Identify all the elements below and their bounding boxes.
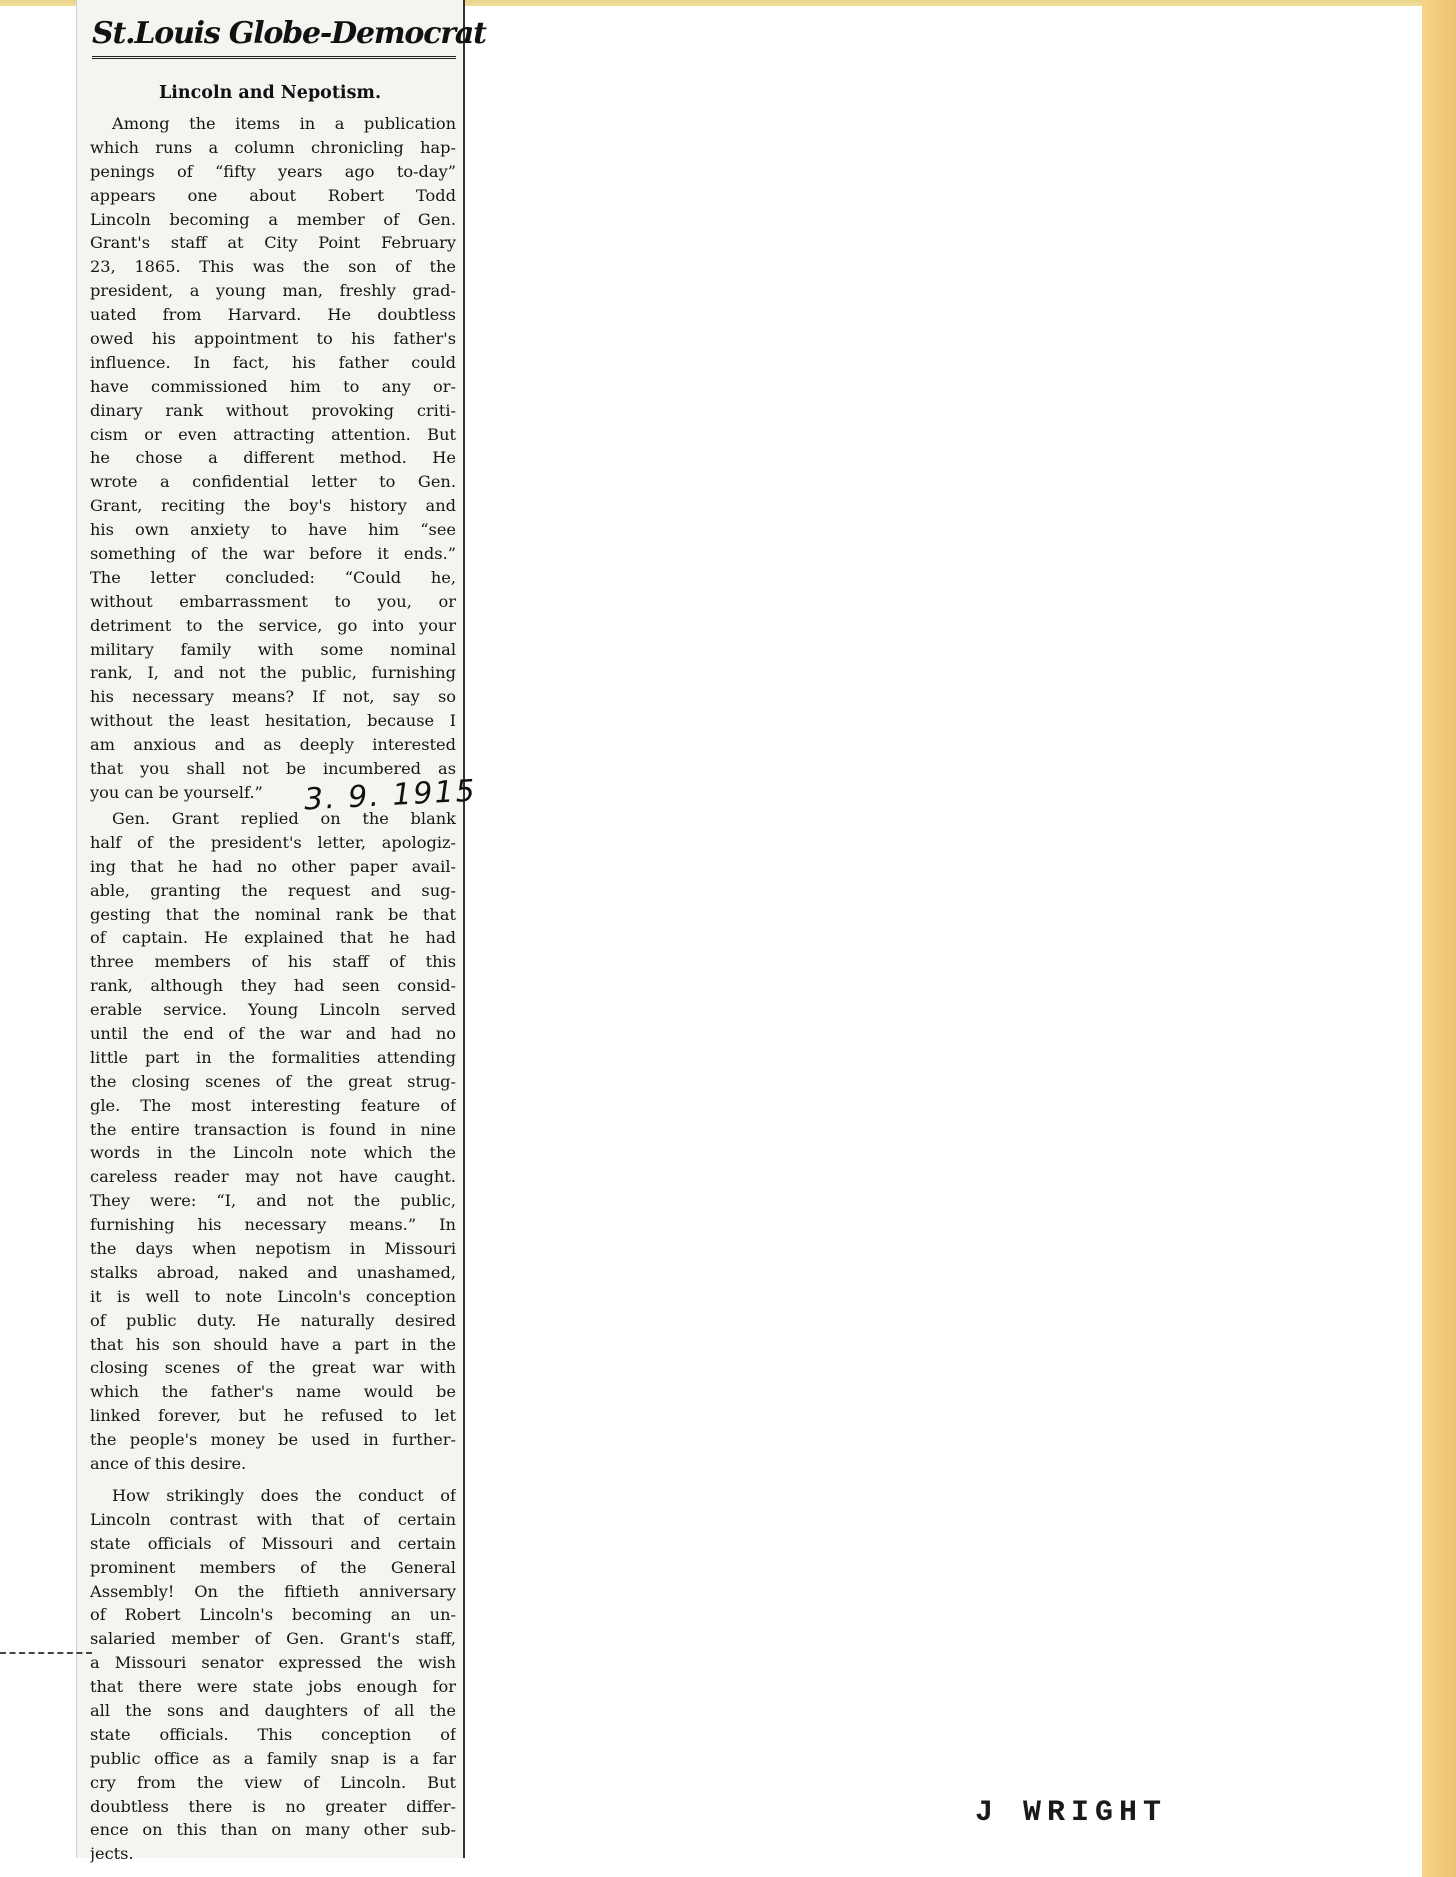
article-line: careless reader may not have caught. <box>90 1167 456 1187</box>
article-line: without embarrassment to you, or <box>90 591 456 611</box>
article-line: the people's money be used in further- <box>90 1430 456 1450</box>
article-line: Lincoln becoming a member of Gen. <box>90 209 456 229</box>
article-line: erable service. Young Lincoln served <box>90 1000 456 1020</box>
article-line: jects. <box>90 1844 134 1864</box>
article-line: a Missouri senator expressed the wish <box>90 1653 456 1673</box>
article-line: something of the war before it ends.” <box>90 544 456 564</box>
article-line: three members of his staff of this <box>90 952 456 972</box>
article-line: have commissioned him to any or- <box>90 376 456 396</box>
article-line: the closing scenes of the great strug- <box>90 1071 456 1091</box>
article-line: gesting that the nominal rank be that <box>90 904 456 924</box>
article-line: prominent members of the General <box>90 1557 456 1577</box>
article-line: which the father's name would be <box>90 1382 456 1402</box>
article-line: They were: “I, and not the public, <box>90 1191 456 1211</box>
article-paragraph-3 <box>90 1484 456 1866</box>
article-line: public office as a family snap is a far <box>90 1748 456 1768</box>
article-line: doubtless there is no greater differ- <box>90 1796 456 1816</box>
article-line: cry from the view of Lincoln. But <box>90 1772 456 1792</box>
article-line: closing scenes of the great war with <box>90 1358 456 1378</box>
article-line: linked forever, but he refused to let <box>90 1406 456 1426</box>
article-line: that you shall not be incumbered as <box>90 759 456 779</box>
article-line: stalks abroad, naked and unashamed, <box>90 1262 456 1282</box>
article-line: able, granting the request and sug- <box>90 880 456 900</box>
article-line: The letter concluded: “Could he, <box>90 567 456 587</box>
article-line: am anxious and as deeply interested <box>90 735 456 755</box>
newspaper-masthead: St.Louis Globe-Democrat <box>92 12 456 59</box>
article-line: appears one about Robert Todd <box>90 185 456 205</box>
article-line: the days when nepotism in Missouri <box>90 1239 456 1259</box>
article-line: of Robert Lincoln's becoming an un- <box>90 1605 456 1625</box>
article-line: that there were state jobs enough for <box>90 1677 456 1697</box>
article-paragraph-2 <box>90 807 456 1476</box>
article-line: owed his appointment to his father's <box>90 329 456 349</box>
article-line: all the sons and daughters of all the <box>90 1701 456 1721</box>
article-line: Grant, reciting the boy's history and <box>90 496 456 516</box>
article-line: the entire transaction is found in nine <box>90 1119 456 1139</box>
page-edge-strip <box>1422 0 1456 1877</box>
name-stamp: J WRIGHT <box>975 1796 1168 1830</box>
article-line: furnishing his necessary means.” In <box>90 1215 456 1235</box>
article-line: which runs a column chronicling hap- <box>90 137 456 157</box>
article-line: president, a young man, freshly grad- <box>90 281 456 301</box>
article-line: his necessary means? If not, say so <box>90 687 456 707</box>
article-line: cism or even attracting attention. But <box>90 424 456 444</box>
article-line: his own anxiety to have him “see <box>90 520 456 540</box>
article-line: Grant's staff at City Point February <box>90 233 456 253</box>
article-line: ence on this than on many other sub- <box>90 1820 456 1840</box>
article-headline: Lincoln and Nepotism. <box>158 83 382 103</box>
article-line: it is well to note Lincoln's conception <box>90 1286 456 1306</box>
article-line: state officials. This conception of <box>90 1724 456 1744</box>
article-line: military family with some nominal <box>90 639 456 659</box>
article-paragraph-1 <box>90 112 456 805</box>
article-line: words in the Lincoln note which the <box>90 1143 456 1163</box>
article-line: gle. The most interesting feature of <box>90 1095 456 1115</box>
article-line: that his son should have a part in the <box>90 1334 456 1354</box>
article-line: ing that he had no other paper avail- <box>90 856 456 876</box>
article-line: he chose a different method. He <box>90 448 456 468</box>
article-line: without the least hesitation, because I <box>90 711 456 731</box>
article-line: uated from Harvard. He doubtless <box>90 305 456 325</box>
article-line: Assembly! On the fiftieth anniversary <box>90 1581 456 1601</box>
article-line: detriment to the service, go into your <box>90 615 456 635</box>
cut-mark-line <box>0 1652 92 1654</box>
article-line: rank, although they had seen consid- <box>90 976 456 996</box>
article-line: ance of this desire. <box>90 1454 247 1474</box>
article-line: Gen. Grant replied on the blank <box>112 809 456 828</box>
article-line: 23, 1865. This was the son of the <box>90 257 456 277</box>
article-line: penings of “fifty years ago to-day” <box>90 161 456 181</box>
article-line: rank, I, and not the public, furnishing <box>90 663 456 683</box>
article-line: salaried member of Gen. Grant's staff, <box>90 1629 456 1649</box>
article-line: influence. In fact, his father could <box>90 352 456 372</box>
article-line: dinary rank without provoking criti- <box>90 400 456 420</box>
article-line: half of the president's letter, apologiz- <box>90 832 456 852</box>
article-line: Lincoln contrast with that of certain <box>90 1509 456 1529</box>
article-line: of public duty. He naturally desired <box>90 1310 456 1330</box>
article-line: state officials of Missouri and certain <box>90 1533 456 1553</box>
article-line: you can be yourself.” <box>90 782 263 802</box>
article-line: until the end of the war and had no <box>90 1024 456 1044</box>
article-line: wrote a confidential letter to Gen. <box>90 472 456 492</box>
article-line: Among the items in a publication <box>112 114 456 133</box>
article-line: How strikingly does the conduct of <box>112 1486 456 1505</box>
handwritten-date: 3. 9. 1915 <box>303 773 478 818</box>
article-line: of captain. He explained that he had <box>90 928 456 948</box>
article-line: little part in the formalities attending <box>90 1047 456 1067</box>
